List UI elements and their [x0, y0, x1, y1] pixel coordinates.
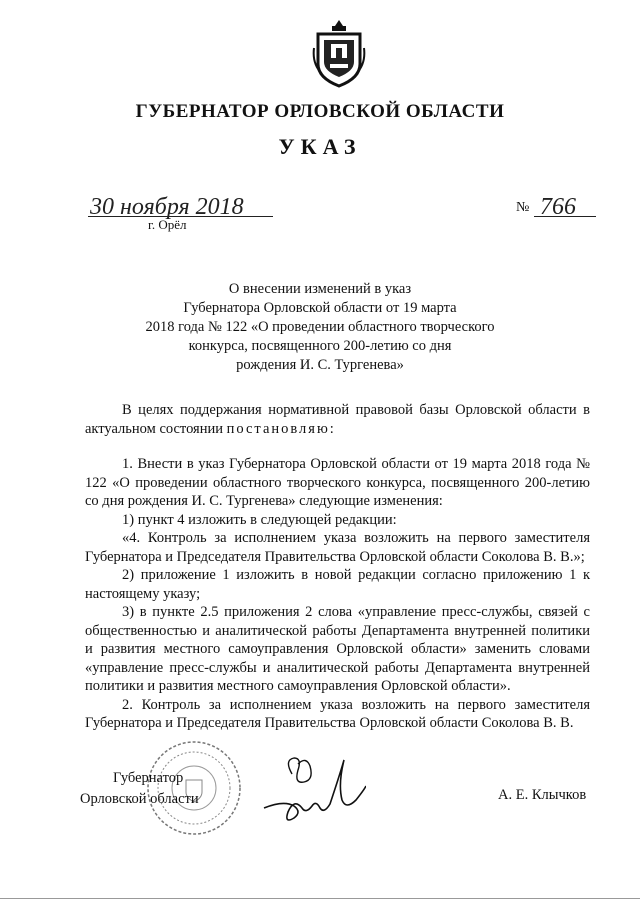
body-paragraph: 2) приложение 1 изложить в новой редакции согласно приложению 1 к настоящему указу; — [85, 567, 590, 602]
number-label: № — [516, 200, 530, 215]
decree-body — [85, 455, 590, 733]
subject-line: О внесении изменений в указ — [228, 281, 412, 297]
handwritten-signature-icon — [262, 752, 366, 828]
page-bottom-edge — [0, 898, 640, 899]
signatory-title-line: Губернатор — [113, 770, 184, 786]
signatory-title-line: Орловской области — [80, 791, 199, 807]
signatory-name: А. Е. Клычков — [498, 787, 587, 803]
body-paragraph: 1. Внести в указ Губернатора Орловской области от 19 марта 2018 года № 122 «О проведении областного творческого конкурса, посвященного 200-летию со дня рождения И. С. Тургенева» следующие изменения: — [85, 456, 590, 509]
decree-subject — [90, 280, 550, 375]
number-underline — [534, 216, 596, 217]
subject-line: 2018 года № 122 «О проведении областного творческого — [145, 319, 495, 335]
city-label: г. Орёл — [148, 217, 187, 232]
body-paragraph: 1) пункт 4 изложить в следующей редакции: — [122, 511, 397, 528]
document-type-heading: УКАЗ — [278, 134, 362, 159]
subject-line: Губернатора Орловской области от 19 марта — [183, 300, 457, 316]
body-paragraph: 3) в пункте 2.5 приложения 2 слова «управление пресс-службы, связей с общественностью и аналитической работы Департамента внутренней политики и развития местного самоуправления Орловской области» заменить словами «управление пресс-службы и аналитической работы Департамента внутренней политики и развития местного самоуправления Орловской области». — [85, 604, 590, 694]
signatory-title — [80, 768, 199, 810]
handwritten-date: 30 ноября 2018 — [90, 194, 244, 220]
coat-of-arms-icon — [312, 18, 366, 88]
body-paragraph: 2. Контроль за исполнением указа возложить на первого заместителя Губернатора и Председателя Правительства Орловской области Соколова В. В. — [85, 696, 590, 731]
issuing-authority-heading: ГУБЕРНАТОР ОРЛОВСКОЙ ОБЛАСТИ — [135, 101, 505, 122]
subject-line: рождения И. С. Тургенева» — [236, 357, 404, 373]
preamble-text: В целях поддержания нормативной правовой базы Орловской области в актуальном состоянии — [85, 402, 590, 437]
handwritten-number: 766 — [540, 194, 576, 220]
preamble-paragraph — [85, 401, 590, 438]
body-paragraph: «4. Контроль за исполнением указа возложить на первого заместителя Губернатора и Председателя Правительства Орловской области Соколова В. В.»; — [85, 530, 590, 565]
decree-word: постановляю: — [226, 420, 336, 437]
subject-line: конкурса, посвященного 200-летию со дня — [188, 338, 452, 354]
